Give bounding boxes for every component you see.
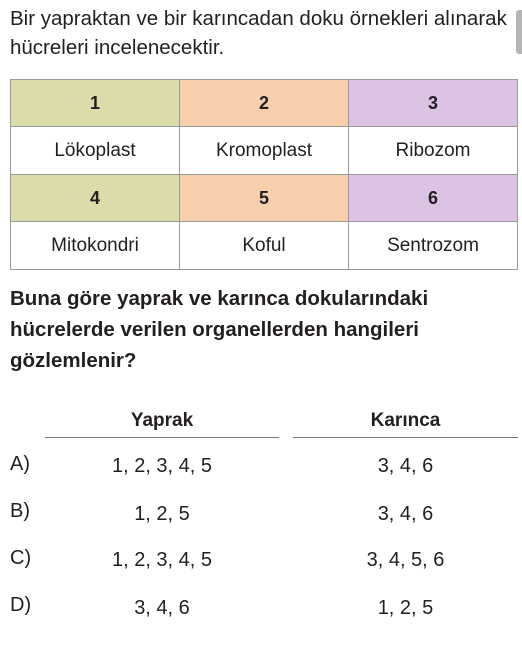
organelle-name-cell: Mitokondri (11, 222, 180, 270)
organelle-number-cell: 5 (180, 175, 349, 222)
option-a-letter[interactable]: A) (10, 453, 30, 475)
option-b-ant: 3, 4, 6 (377, 503, 434, 525)
table-row (11, 127, 518, 175)
option-c-leaf: 1, 2, 3, 4, 5 (111, 549, 213, 571)
table-row (11, 222, 518, 270)
organelle-number-cell: 1 (11, 80, 180, 127)
option-a-leaf: 1, 2, 3, 4, 5 (111, 455, 213, 477)
column-underline (293, 437, 518, 438)
organelle-table (10, 79, 518, 270)
option-d-leaf: 3, 4, 6 (134, 597, 190, 619)
column-underline (45, 437, 279, 438)
column-header-ant: Karınca (370, 410, 441, 431)
option-d-ant: 1, 2, 5 (377, 597, 434, 619)
column-header-leaf: Yaprak (130, 410, 194, 431)
organelle-name-cell: Lökoplast (11, 127, 180, 175)
option-b-letter[interactable]: B) (10, 500, 30, 522)
option-d-letter[interactable]: D) (10, 594, 32, 616)
organelle-name-cell: Koful (180, 222, 349, 270)
organelle-name-cell: Kromoplast (180, 127, 349, 175)
organelle-number-cell: 4 (11, 175, 180, 222)
option-c-ant: 3, 4, 5, 6 (366, 549, 445, 571)
organelle-name-cell: Ribozom (349, 127, 518, 175)
option-b-leaf: 1, 2, 5 (134, 503, 190, 525)
option-a-ant: 3, 4, 6 (377, 455, 434, 477)
organelle-number-cell: 6 (349, 175, 518, 222)
option-c-letter[interactable]: C) (10, 547, 32, 569)
table-row (11, 175, 518, 222)
organelle-name-cell: Sentrozom (349, 222, 518, 270)
organelle-number-cell: 3 (349, 80, 518, 127)
question-text: Buna göre yaprak ve karınca dokularındaki hücrelerde verilen organellerden hangileri gözlemlenir? (10, 287, 429, 372)
table-row (11, 80, 518, 127)
intro-text: Bir yapraktan ve bir karıncadan doku örnekleri alınarak hücreleri incelenecektir. (10, 7, 507, 59)
organelle-number-cell: 2 (180, 80, 349, 127)
